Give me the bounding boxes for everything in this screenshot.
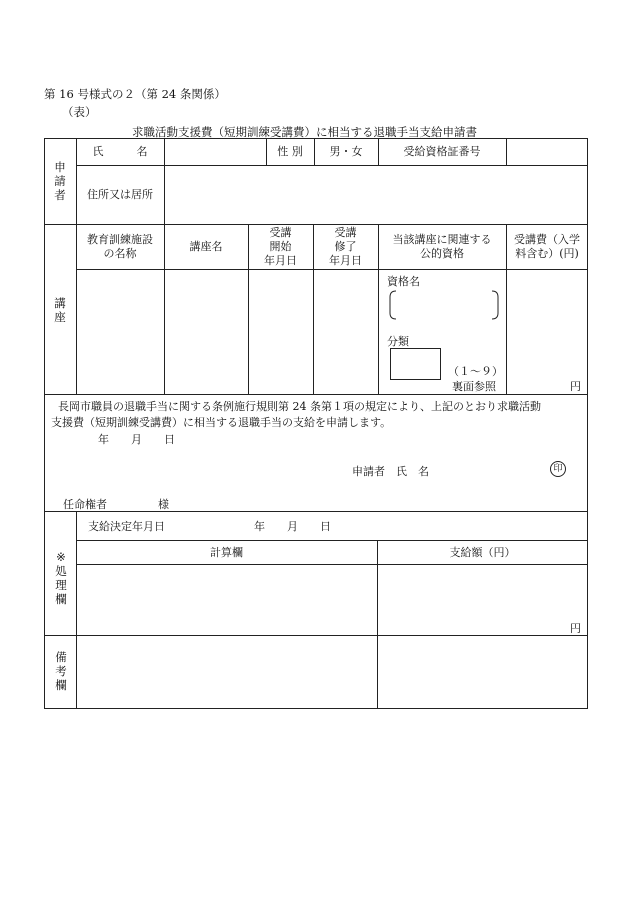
course-fee-header: 受講費（入学 料含む）(円) (514, 233, 580, 260)
classification-box[interactable] (390, 348, 441, 380)
remarks-right-field[interactable] (378, 636, 587, 708)
reverse-side-reference: 裏面参照 (452, 380, 496, 393)
appointer-label: 任命権者 (63, 498, 107, 511)
applicant-signature-label: 申請者 氏 名 (352, 465, 429, 478)
decision-date-value[interactable]: 年 月 日 (254, 520, 331, 533)
course-name-header: 講座名 (189, 240, 223, 253)
course-fee-yen: 円 (570, 380, 581, 393)
declaration-date[interactable]: 年 月 日 (98, 433, 175, 446)
address-field[interactable] (165, 166, 587, 223)
form-title: 求職活動支援費（短期訓練受講費）に相当する退職手当支給申請書 (132, 125, 477, 139)
calculation-field[interactable] (77, 565, 376, 634)
applicant-section-label: 申 請 者 (54, 160, 66, 202)
certificate-number-label: 受給資格証番号 (403, 144, 481, 158)
payment-amount-field[interactable] (378, 565, 568, 634)
declaration-line-2: 支援費（短期訓練受講費）に相当する退職手当の支給を申請します。 (51, 416, 392, 429)
facility-name-field[interactable] (77, 270, 163, 393)
gender-options[interactable]: 男・女 (329, 144, 363, 158)
processing-section-label: ※ 処 理 欄 (55, 550, 67, 606)
decision-date-label: 支給決定年月日 (88, 520, 165, 533)
applicant-signature-field[interactable] (440, 458, 540, 480)
seal-mark: 印 (550, 461, 566, 477)
course-fee-field[interactable] (507, 270, 587, 376)
appointer-sama: 様 (158, 498, 169, 511)
qualification-name-bracket[interactable] (388, 289, 500, 321)
remarks-left-field[interactable] (77, 636, 376, 708)
course-start-date-field[interactable] (249, 270, 312, 393)
qualification-name-label: 資格名 (387, 275, 420, 288)
certificate-number-field[interactable] (507, 139, 587, 164)
course-end-date-field[interactable] (314, 270, 377, 393)
remarks-section-label: 備 考 欄 (55, 650, 67, 692)
address-label: 住所又は居所 (87, 187, 153, 201)
course-name-field[interactable] (165, 270, 247, 393)
form-number: 第 16 号様式の２（第 24 条関係） (44, 87, 226, 101)
name-field[interactable] (165, 139, 265, 164)
course-start-date-header: 受講 開始 年月日 (264, 226, 297, 267)
payment-amount-yen: 円 (570, 622, 581, 635)
classification-range: （１～９） (448, 365, 503, 378)
gender-label: 性 別 (277, 144, 303, 158)
name-label: 氏 名 (92, 144, 148, 158)
classification-label: 分類 (387, 335, 409, 348)
calculation-header: 計算欄 (210, 545, 243, 559)
qualification-header: 当該講座に関連する 公的資格 (392, 233, 492, 260)
course-section-label: 講 座 (54, 296, 66, 324)
payment-amount-header: 支給額（円） (449, 545, 516, 559)
course-end-date-header: 受講 修了 年月日 (329, 226, 362, 267)
form-side-label: （表） (62, 105, 97, 119)
declaration-line-1: 長岡市職員の退職手当に関する条例施行規則第 24 条第１項の規定により、上記のとおり求職活動 (58, 400, 541, 413)
facility-name-header: 教育訓練施設 の名称 (87, 233, 153, 260)
